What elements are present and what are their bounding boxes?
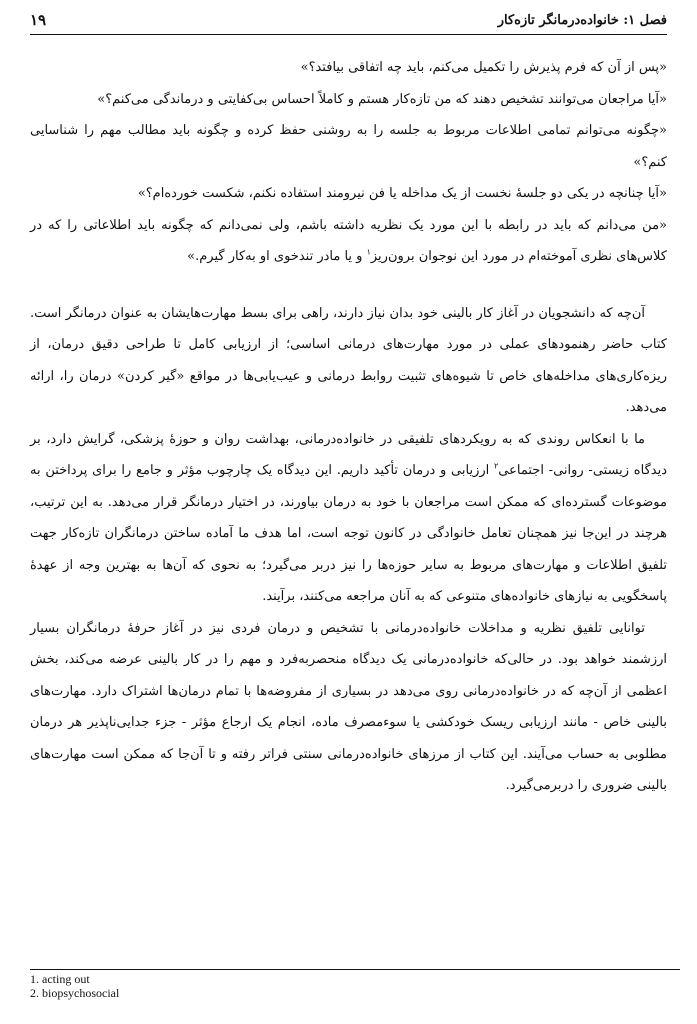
footnote-2: 2. biopsychosocial: [30, 986, 120, 1000]
quote-1: «پس از آن که فرم پذیرش را تکمیل می‌کنم، باید چه اتفاقی بیافتد؟»: [300, 60, 667, 75]
paragraph-1: آن‌چه که دانشجویان در آغاز کار بالینی خود بدان نیاز دارند، راهی برای بسط مهارت‌هایشان به عنوان درمانگر است. کتاب حاضر رهنمودهای عملی در مورد مهارت‌های درمانی اساسی؛ از ارزیابی کامل تا طراحی دقیق درمان، از ریزه‌کاری‌های مداخله‌های خاص تا شیوه‌های تثبیت روابط درمانی و عیب‌یابی‌ها در مواقع «گیر کردن» درمان را، ارائه می‌دهد.: [30, 305, 667, 415]
paragraph-3: توانایی تلفیق نظریه و مداخلات خانواده‌درمانی با تشخیص و درمان فردی نیز در آغاز حرفهٔ درمانگران بسیار ارزشمند خواهد بود. در حالی‌که خانواده‌درمانی یک دیدگاه منحصربه‌فرد و مهم را در کار بالینی عرضه می‌کند، بخش اعظمی از آن‌چه که در خانواده‌درمانی روی می‌دهد در بسیاری از مفروضه‌ها با تمام درمان‌ها اشتراک دارد. مهارت‌های بالینی خاص - مانند ارزیابی ریسک خودکشی یا سوءمصرف ماده، انجام یک ارجاع مؤثر - جزء جدایی‌ناپذیر هر درمان مطلوبی به حساب می‌آیند. این کتاب از مرزهای خانواده‌درمانی سنتی فراتر رفته و تا آن‌جا که ممکن است مهارت‌های بالینی ضروری را دربرمی‌گیرد.: [30, 620, 667, 793]
quote-4: «آیا چنانچه در یکی دو جلسهٔ نخست از یک مداخله یا فن نیرومند استفاده نکنم، شکست خورده‌ام؟»: [137, 186, 667, 201]
quote-5: «من می‌دانم که باید در رابطه با این مورد یک نظریه داشته باشم، ولی نمی‌دانم که چگونه باید اطلاعاتی را که در کلاس‌های نظری آموخته‌ام در مورد این نوجوان برون‌ریز$^۱$ و یا مادر تندخوی او به‌کار گیرم.»: [30, 217, 667, 264]
footnote-marker-1: ۱: [366, 247, 371, 257]
footnotes: [30, 972, 119, 1000]
footnote-1: 1. acting out: [30, 972, 90, 986]
paragraph-2: ما با انعکاس روندی که به رویکردهای تلفیقی در خانواده‌درمانی، بهداشت روان و حوزهٔ پزشکی، گرایش دارد، بر دیدگاه زیستی- روانی- اجتماعی$^۲$ ارزیابی و درمان تأکید داریم. این دیدگاه یک چارچوب مؤثر و جامع را برای پرداختن به موضوعات گسترده‌ای که ممکن است مراجعان با خود به درمان بیاورند، در اختیار درمانگر قرار می‌دهد. به این ترتیب، هرچند در این‌جا نیز همچنان تعامل خانوادگی در کانون توجه است، اما هدف ما آماده ساختن درمانگران تازه‌کار جهت تلفیق اطلاعات و مهارت‌های مربوط به سایر حوزه‌ها را نیز دربر می‌گیرد؛ به نحوی که آن‌ها به بهترین وجه از عهدهٔ پاسخگویی به نیازهای خانواده‌های متنوعی که به آنان مراجعه می‌کنند، برآیند.: [30, 431, 668, 604]
page-header: [30, 8, 667, 32]
body-text: [30, 52, 667, 802]
footnote-rule: [30, 969, 680, 970]
running-head-title: فصل ۱: خانواده‌درمانگر تازه‌کار: [497, 12, 667, 28]
page-number: ۱۹: [30, 11, 47, 29]
header-rule: [30, 34, 667, 35]
quote-2: «آیا مراجعان می‌توانند تشخیص دهند که من تازه‌کار هستم و کاملاً احساس بی‌کفایتی و درماندگی می‌کنم؟»: [97, 91, 667, 107]
quote-3: «چگونه می‌توانم تمامی اطلاعات مربوط به جلسه را به روشنی حفظ کرده و چگونه باید مطالب مهم را شناسایی کنم؟»: [30, 123, 667, 170]
footnote-marker-2: ۲: [494, 461, 499, 471]
